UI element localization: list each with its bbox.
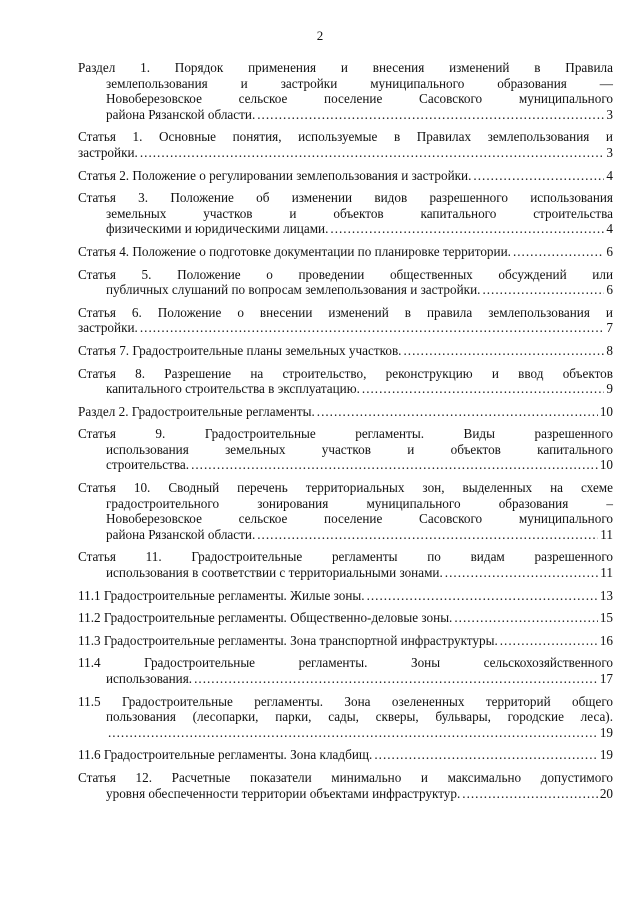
toc-page-number: 6 [606, 282, 613, 298]
toc-entry [78, 633, 613, 649]
toc-entry [78, 129, 613, 160]
toc-page-number: 16 [599, 632, 613, 648]
dot-leader [454, 610, 597, 626]
toc-entry-line: Новоберезовское сельское поселение Сасовского муниципального [106, 91, 613, 107]
dot-leader [513, 244, 604, 260]
toc-entry-line: градостроительного зонирования муниципального образования – [106, 495, 613, 511]
toc-entry-text: застройки. [78, 144, 138, 160]
toc-page-number: 3 [606, 106, 613, 122]
dot-leader [362, 381, 605, 397]
toc-entry-line: Статья 10. Сводный перечень территориальных зон, выделенных на схеме [78, 480, 613, 496]
toc-page-number: 3 [606, 144, 613, 160]
toc-entry-text: использования. [106, 671, 193, 686]
toc-entry [78, 655, 613, 686]
toc-entry-line: Раздел 1. Порядок применения и внесения изменений в Правила [78, 60, 613, 75]
toc-entry [78, 549, 613, 580]
toc-entry-line: пользования (лесопарки, парки, сады, скверы, бульвары, городские леса). [106, 709, 613, 725]
toc-page-number: 13 [599, 587, 613, 603]
dot-leader [445, 565, 599, 581]
toc-entry-text: Статья 4. Положение о подготовке документации по планировке территории. [78, 243, 511, 259]
toc-entry [78, 694, 613, 741]
dot-leader [140, 320, 605, 336]
toc-entry [78, 480, 613, 542]
dot-leader [317, 404, 598, 420]
toc-entry-line: 11.4 Градостроительные регламенты. Зоны сельскохозяйственного [78, 655, 613, 671]
toc-entry-line: землепользования и застройки муниципального образования — [106, 75, 613, 91]
toc-entry-line: Статья 6. Положение о внесении изменений в правила землепользования и [78, 304, 613, 320]
toc-entry [78, 366, 613, 397]
toc-entry-text: района Рязанской области. [106, 526, 256, 542]
dot-leader [473, 168, 604, 184]
toc-entry-text: Статья 2. Положение о регулировании землепользования и застройки. [78, 167, 472, 183]
dot-leader [482, 282, 604, 298]
toc-page-number: 4 [606, 221, 613, 237]
dot-leader [403, 343, 604, 359]
toc-entry [78, 404, 613, 420]
toc-entry-text: капитального строительства в эксплуатацию. [106, 381, 360, 397]
toc-entry [78, 267, 613, 298]
toc-entry-line: 11.5 Градостроительные регламенты. Зона озелененных территорий общего [78, 693, 613, 709]
toc-entry-text: района Рязанской области. [106, 106, 256, 122]
toc-page-number: 7 [606, 320, 613, 336]
page-number: 2 [316, 28, 324, 43]
dot-leader [374, 747, 597, 763]
toc-entry [78, 588, 613, 604]
toc-entry [78, 426, 613, 473]
dot-leader [140, 145, 605, 161]
toc-entry-line: Статья 5. Положение о проведении общественных обсуждений или [78, 266, 613, 282]
table-of-contents [78, 60, 613, 808]
dot-leader [462, 786, 598, 802]
dot-leader [191, 457, 598, 473]
toc-entry-text: использования в соответствии с территориальными зонами. [106, 565, 443, 581]
toc-entry-line: земельных участков и объектов капитального строительства [106, 205, 613, 221]
toc-page-number: 6 [606, 243, 613, 259]
toc-page-number: 19 [599, 724, 613, 740]
toc-page-number: 11 [600, 526, 613, 542]
dot-leader [194, 671, 598, 687]
dot-leader [330, 221, 604, 237]
toc-entry-line: использования земельных участков и объектов капитального [106, 441, 613, 457]
toc-entry-text: 11.6 Градостроительные регламенты. Зона кладбищ. [78, 747, 373, 763]
toc-entry-text: Статья 7. Градостроительные планы земельных участков. [78, 342, 402, 358]
toc-entry-text: физическими и юридическими лицами. [106, 221, 329, 237]
toc-entry [78, 60, 613, 122]
toc-page-number: 10 [599, 457, 613, 473]
toc-entry [78, 747, 613, 763]
toc-entry-line: Статья 11. Градостроительные регламенты по видам разрешенного [78, 549, 613, 565]
dot-leader [257, 107, 604, 123]
toc-page-number: 19 [599, 747, 613, 763]
toc-entry-line: Статья 12. Расчетные показатели минимально и максимально допустимого [78, 769, 613, 785]
toc-entry-text: публичных слушаний по вопросам землепользования и застройки. [106, 282, 481, 298]
toc-page-number: 4 [606, 167, 613, 183]
toc-entry-text: Раздел 2. Градостроительные регламенты. [78, 403, 315, 419]
toc-page-number: 10 [599, 403, 613, 419]
toc-page-number: 9 [606, 381, 613, 397]
dot-leader [500, 633, 598, 649]
toc-entry [78, 343, 613, 359]
dot-leader [257, 527, 598, 543]
toc-entry [78, 190, 613, 237]
toc-page-number: 11 [600, 565, 613, 581]
toc-entry [78, 244, 613, 260]
toc-page-number: 17 [599, 671, 613, 686]
toc-entry [78, 610, 613, 626]
toc-page-number: 20 [599, 785, 613, 801]
toc-entry-text: застройки. [78, 320, 138, 336]
toc-page-number: 8 [606, 342, 613, 358]
toc-entry-text: 11.1 Градостроительные регламенты. Жилые зоны. [78, 587, 365, 603]
toc-entry-text: строительства. [106, 457, 190, 473]
toc-entry [78, 305, 613, 336]
toc-entry-line: Статья 8. Разрешение на строительство, реконструкцию и ввод объектов [78, 365, 613, 381]
toc-entry-text: уровня обеспеченности территории объектами инфраструктур. [106, 785, 461, 801]
dot-leader [108, 725, 598, 741]
dot-leader [367, 588, 598, 604]
toc-entry-text: 11.2 Градостроительные регламенты. Общественно-деловые зоны. [78, 610, 453, 626]
toc-entry [78, 770, 613, 801]
toc-entry-line: Статья 9. Градостроительные регламенты. Виды разрешенного [78, 426, 613, 442]
toc-entry-text: 11.3 Градостроительные регламенты. Зона транспортной инфраструктуры. [78, 632, 498, 648]
toc-entry-line: Новоберезовское сельское поселение Сасовского муниципального [106, 511, 613, 527]
toc-entry [78, 168, 613, 184]
toc-entry-line: Статья 3. Положение об изменении видов разрешенного использования [78, 190, 613, 206]
toc-page-number: 15 [599, 610, 613, 626]
toc-entry-line: Статья 1. Основные понятия, используемые в Правилах землепользования и [78, 129, 613, 145]
